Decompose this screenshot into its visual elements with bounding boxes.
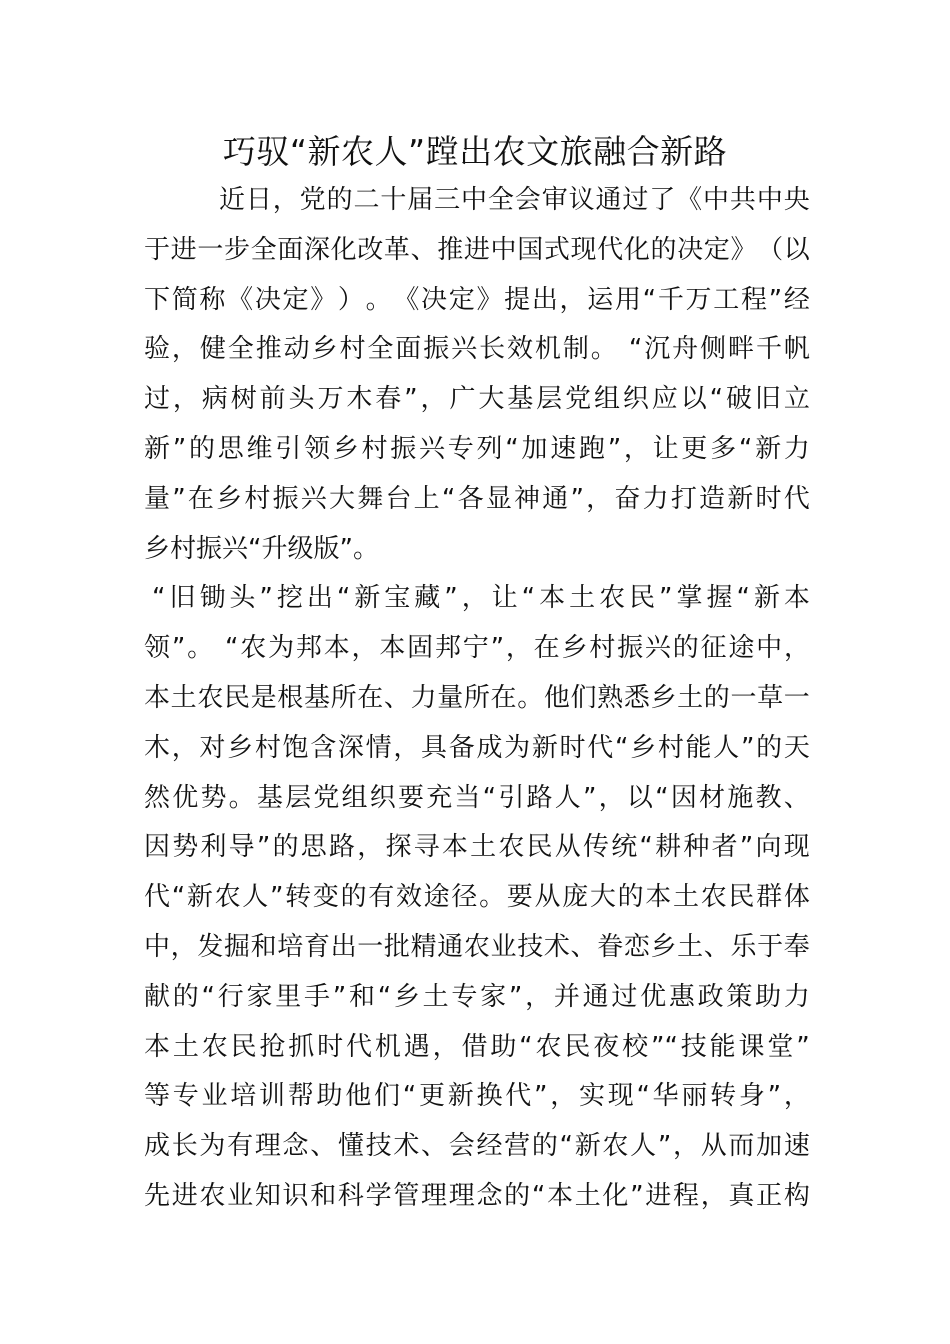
text-line: 下简称《决定》）。《决定》提出，运用“千万工程”经 — [144, 284, 810, 315]
text-line: 新”的思维引领乡村振兴专列“加速跑”，让更多“新力 — [144, 433, 810, 464]
document-title: 巧驭“新农人”蹚出农文旅融合新路 — [222, 132, 728, 171]
text-line: 乡村振兴“升级版”。 — [144, 533, 379, 564]
text-line: 验，健全推动乡村全面振兴长效机制。 “沉舟侧畔千帆 — [144, 334, 810, 365]
document-body — [144, 176, 810, 1222]
paragraph-2 — [144, 574, 810, 1221]
text-line: 因势利导”的思路，探寻本土农民从传统“耕种者”向现 — [144, 832, 810, 863]
text-line: 献的“行家里手”和“乡土专家”，并通过优惠政策助力 — [144, 981, 810, 1012]
paragraph-1 — [144, 176, 810, 574]
text-line: 本土农民是根基所在、力量所在。他们熟悉乡土的一草一 — [144, 682, 810, 713]
text-line: 领”。 “农为邦本，本固邦宁”，在乡村振兴的征途中， — [144, 633, 810, 664]
text-line: 过，病树前头万木春”，广大基层党组织应以“破旧立 — [144, 384, 810, 415]
text-line: 于进一步全面深化改革、推进中国式现代化的决定》（以 — [144, 234, 810, 265]
text-line: 木，对乡村饱含深情，具备成为新时代“乡村能人”的天 — [144, 732, 810, 763]
text-line: 等专业培训帮助他们“更新换代”，实现“华丽转身”， — [144, 1081, 810, 1112]
text-line: 先进农业知识和科学管理理念的“本土化”进程，真正构 — [144, 1180, 810, 1211]
text-line: 本土农民抢抓时代机遇，借助“农民夜校”“技能课堂” — [144, 1031, 810, 1062]
text-line: 中，发掘和培育出一批精通农业技术、眷恋乡土、乐于奉 — [144, 931, 810, 962]
text-line: 代“新农人”转变的有效途径。要从庞大的本土农民群体 — [144, 882, 810, 913]
text-line: 近日，党的二十届三中全会审议通过了《中共中央 — [219, 185, 810, 215]
text-line: “旧锄头”挖出“新宝藏”，让“本土农民”掌握“新本 — [152, 583, 810, 614]
text-line: 成长为有理念、懂技术、会经营的“新农人”，从而加速 — [144, 1131, 810, 1162]
text-line: 然优势。基层党组织要充当“引路人”，以“因材施教、 — [144, 782, 810, 813]
text-line: 量”在乡村振兴大舞台上“各显神通”，奋力打造新时代 — [144, 483, 810, 514]
